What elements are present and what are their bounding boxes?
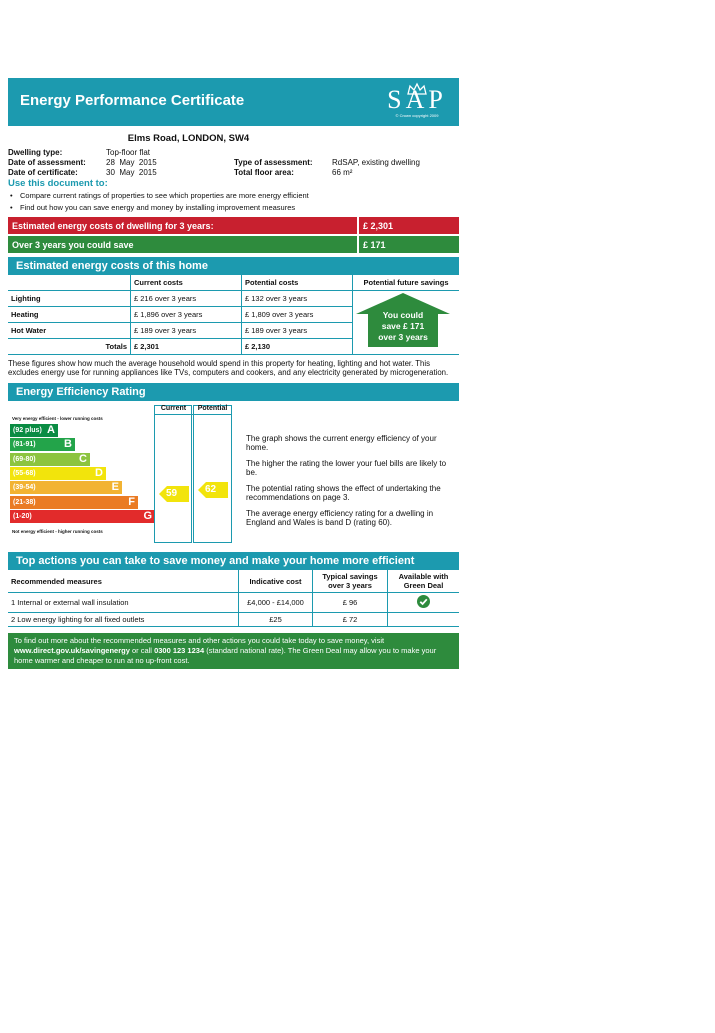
use-bullet: • Find out how you can save energy and money by installing improvement measures — [8, 203, 459, 213]
eer-paragraph: The potential rating shows the effect of undertaking the recommendations on page 3. — [246, 484, 441, 502]
save-bar-value: £ 171 — [359, 236, 459, 253]
rating-band-a — [10, 424, 58, 437]
band-range: (39-54) — [13, 484, 36, 492]
current-rating: 59 — [166, 488, 178, 499]
band-range: (55-68) — [13, 469, 36, 477]
row-potential: £ 132 over 3 years — [242, 291, 353, 307]
green-deal-cell — [388, 613, 460, 627]
green-deal-cell — [388, 593, 460, 613]
eer-paragraph: The graph shows the current energy efficiency of your home. — [246, 434, 437, 452]
floor-area-value: 66 m² — [332, 168, 353, 177]
actions-header: Typical savings over 3 years — [313, 570, 388, 593]
row-label: Hot Water — [8, 323, 131, 339]
band-letter: E — [111, 481, 119, 494]
rating-band-g — [10, 510, 155, 523]
costs-section-title: Estimated energy costs of this home — [8, 257, 459, 275]
band-range: (21-38) — [13, 498, 36, 506]
actions-header: Indicative cost — [239, 570, 313, 593]
total-potential: £ 2,130 — [242, 339, 353, 355]
actions-section-title: Top actions you can take to save money and make your home more efficient — [8, 552, 459, 570]
use-title: Use this document to: — [8, 178, 108, 189]
save-bar — [8, 236, 459, 253]
costs-bar — [8, 217, 459, 234]
certificate-date-value: 30 May 2015 — [106, 168, 157, 177]
footer-note — [8, 633, 459, 669]
floor-area-label: Total floor area: — [234, 168, 294, 177]
eer-potential-header: Potential — [193, 405, 232, 415]
measure-cost: £4,000 - £14,000 — [239, 593, 313, 613]
costs-bar-label: Estimated energy costs of dwelling for 3 years: — [8, 217, 357, 234]
band-letter: A — [47, 424, 55, 436]
measure-saving: £ 96 — [313, 593, 388, 613]
footer-text: (standard national rate). The Green Deal may allow you to make your home warmer and cheaper to run at no up-front cost. — [14, 646, 437, 665]
assessment-type-value: RdSAP, existing dwelling — [332, 158, 420, 167]
epc-header — [8, 78, 459, 126]
row-current: £ 1,896 over 3 years — [131, 307, 242, 323]
eer-top-label: Very energy efficient - lower running costs — [12, 416, 103, 421]
band-range: (1-20) — [13, 512, 32, 520]
check-icon — [417, 595, 430, 608]
table-row — [8, 593, 459, 613]
rating-band-c — [10, 453, 90, 466]
measure-cost: £25 — [239, 613, 313, 627]
eer-chart — [8, 405, 459, 545]
eer-paragraph: The average energy efficiency rating for a dwelling in England and Wales is band D (rating 60). — [246, 509, 434, 527]
footer-text: or call — [129, 646, 155, 655]
band-range: (81-91) — [13, 441, 36, 449]
table-row — [8, 613, 459, 627]
row-label: Heating — [8, 307, 131, 323]
actions-header: Recommended measures — [8, 570, 239, 593]
footer-phone: 0300 123 1234 — [154, 646, 205, 655]
footer-text: To find out more about the recommended measures and other actions you could take today to save money, visit — [14, 636, 385, 645]
sap-copyright: © Crown copyright 2009 — [395, 113, 439, 118]
eer-section-title: Energy Efficiency Rating — [8, 383, 459, 401]
eer-paragraph: The higher the rating the lower your fuel bills are likely to be. — [246, 459, 447, 477]
rating-band-f — [10, 496, 138, 509]
eer-current-column — [154, 405, 192, 543]
totals-label: Totals — [8, 339, 131, 355]
measure-saving: £ 72 — [313, 613, 388, 627]
band-range: (92 plus) — [13, 427, 42, 434]
eer-bottom-label: Not energy efficient - higher running costs — [12, 529, 103, 534]
sap-letters: SAP — [387, 85, 447, 114]
rating-band-b — [10, 438, 75, 451]
costs-table-wrap — [8, 275, 459, 355]
assessment-date-label: Date of assessment: — [8, 158, 86, 167]
property-address: Elms Road, LONDON, SW4 — [127, 133, 250, 144]
costs-header: Potential future savings — [353, 275, 460, 291]
total-current: £ 2,301 — [131, 339, 242, 355]
use-bullet: • Compare current ratings of properties to see which properties are more energy efficient — [8, 191, 459, 201]
band-letter: G — [143, 509, 152, 522]
band-letter: D — [95, 466, 103, 479]
costs-header: Potential costs — [242, 275, 353, 291]
band-letter: F — [128, 495, 135, 508]
row-current: £ 189 over 3 years — [131, 323, 242, 339]
savings-house-text — [368, 310, 438, 343]
epc-document — [8, 78, 459, 669]
potential-rating: 62 — [205, 484, 217, 495]
row-potential: £ 1,809 over 3 years — [242, 307, 353, 323]
costs-header: Current costs — [131, 275, 242, 291]
page-title: Energy Performance Certificate — [20, 92, 245, 109]
eer-potential-column — [193, 405, 232, 543]
rating-band-d — [10, 467, 106, 480]
eer-description — [246, 434, 458, 534]
band-letter: C — [79, 452, 87, 465]
savings-line: You could — [382, 310, 424, 320]
band-range: (69-80) — [13, 455, 36, 463]
costs-header — [8, 275, 131, 291]
dwelling-type-label: Dwelling type: — [8, 148, 63, 157]
property-info — [8, 148, 459, 180]
savings-line: save £ 171 — [381, 321, 425, 331]
assessment-type-label: Type of assessment: — [234, 158, 313, 167]
certificate-date-label: Date of certificate: — [8, 168, 78, 177]
band-letter: B — [64, 438, 72, 451]
row-label: Lighting — [8, 291, 131, 307]
footer-link[interactable]: www.direct.gov.uk/savingenergy — [14, 646, 130, 655]
measure: 2 Low energy lighting for all fixed outlets — [8, 613, 239, 627]
rating-band-e — [10, 481, 122, 494]
eer-current-header: Current — [154, 405, 193, 415]
actions-header: Available with Green Deal — [388, 570, 460, 593]
assessment-date-value: 28 May 2015 — [106, 158, 157, 167]
row-potential: £ 189 over 3 years — [242, 323, 353, 339]
dwelling-type-value: Top-floor flat — [106, 148, 151, 157]
actions-table — [8, 570, 459, 627]
measure: 1 Internal or external wall insulation — [8, 593, 239, 613]
sap-logo — [385, 81, 449, 121]
save-bar-label: Over 3 years you could save — [8, 236, 357, 253]
row-current: £ 216 over 3 years — [131, 291, 242, 307]
savings-line: over 3 years — [378, 332, 428, 342]
costs-bar-value: £ 2,301 — [359, 217, 459, 234]
crown-icon — [406, 82, 428, 96]
costs-note: These figures show how much the average household would spend in this property for heating, lighting and hot water. This excludes energy use for running appliances like TVs, computers and cookers, and any electricity generated by microgeneration. — [8, 359, 449, 377]
